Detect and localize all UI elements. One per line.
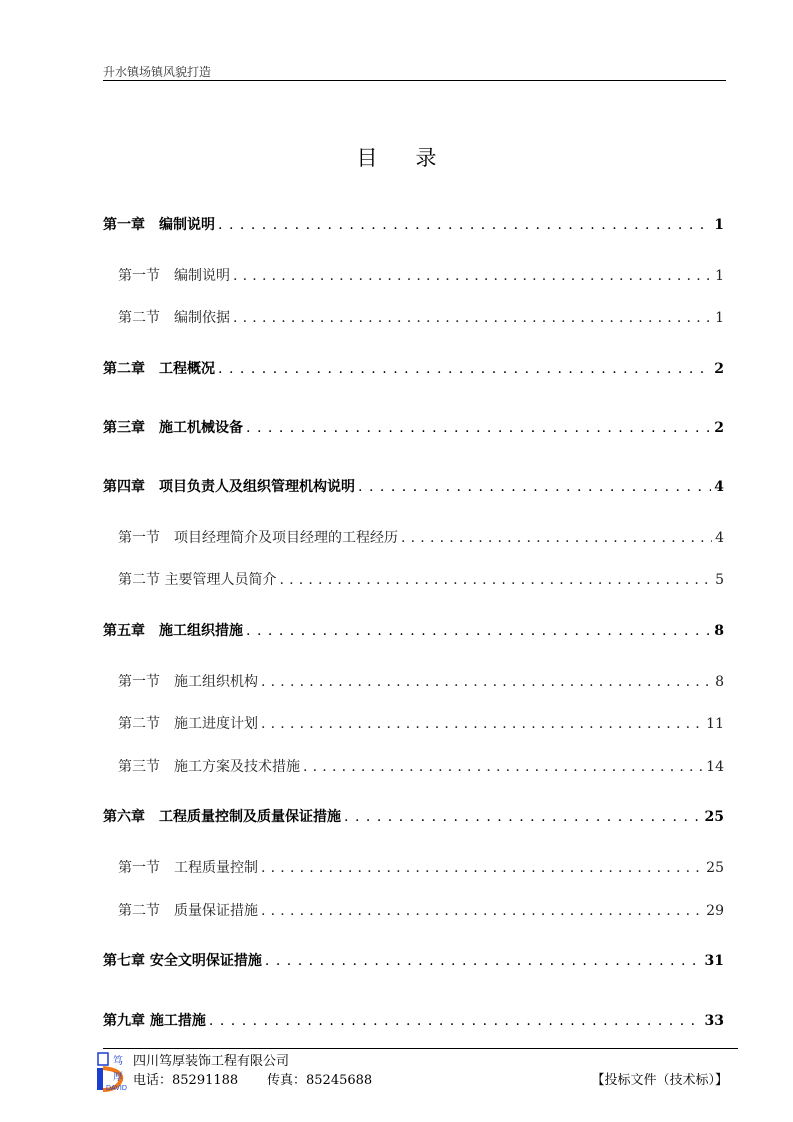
svg-text:DAVID: DAVID [106,1085,127,1092]
svg-text:笃: 笃 [113,1056,123,1067]
phone-number: 电话：85291188 [133,1073,239,1088]
toc-entry[interactable]: 第一节 编制说明 ..... 1 [118,265,724,285]
company-name: 四川笃厚装饰工程有限公司 [133,1054,290,1069]
toc-entry[interactable]: 第九章 施工措施 ..... 33 [103,1010,724,1030]
toc-entry[interactable]: 第一节 项目经理简介及项目经理的工程经历 ..... 4 [118,527,724,547]
toc-entry[interactable]: 第六章 工程质量控制及质量保证措施 ..... 25 [103,806,724,826]
toc-entry[interactable]: 第二节 编制依据 ..... 1 [118,307,724,327]
toc-entry[interactable]: 第一节 工程质量控制 ..... 25 [118,857,724,877]
toc-entry[interactable]: 第二节 施工进度计划 ..... 11 [118,713,724,733]
project-title: 升水镇场镇风貌打造 [103,65,212,79]
toc-entry[interactable]: 第三章 施工机械设备 ..... 2 [103,417,724,437]
document-type: 【投标文件（技术标）】 [591,1073,728,1088]
toc-entry[interactable]: 第二节 质量保证措施 ..... 29 [118,900,724,920]
toc-entry[interactable]: 第二章 工程概况 ..... 2 [103,358,724,378]
toc-entry[interactable]: 第一章 编制说明 ..... 1 [103,214,724,234]
toc-entry[interactable]: 第二节 主要管理人员简介 ..... 5 [118,569,724,589]
toc-entry[interactable]: 第一节 施工组织机构 ..... 8 [118,671,724,691]
toc-entry[interactable]: 第七章 安全文明保证措施 ..... 31 [103,950,724,970]
footer-divider [103,1048,738,1049]
toc-title: 目录 [356,146,475,170]
toc-entry[interactable]: 第四章 项目负责人及组织管理机构说明 ..... 4 [103,476,724,496]
toc-entry[interactable]: 第三节 施工方案及技术措施 ..... 14 [118,756,724,776]
toc-entry[interactable]: 第五章 施工组织措施 ..... 8 [103,620,724,640]
page-header [103,62,726,81]
fax-number: 传真：85245688 [267,1073,373,1088]
page-footer [97,1050,742,1095]
svg-text:厚: 厚 [113,1072,123,1083]
company-logo-icon [97,1050,135,1092]
